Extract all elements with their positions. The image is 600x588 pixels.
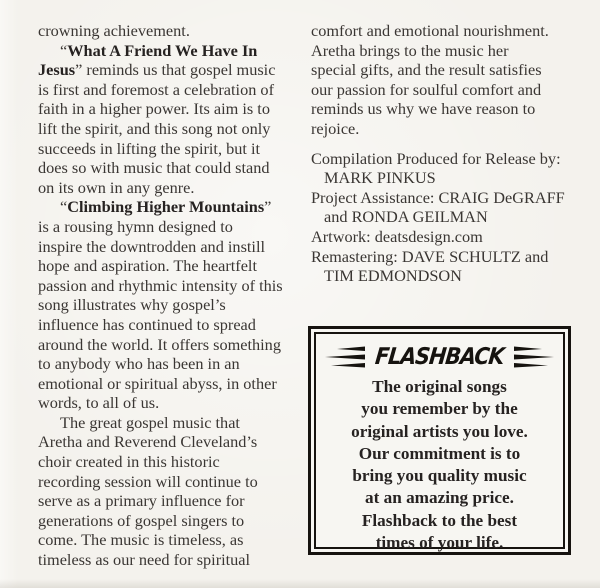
- flashback-logo-text: FLASHBACK: [374, 343, 506, 370]
- body-text: is first and foremost a celebration of: [38, 79, 274, 99]
- text-line: [38, 511, 300, 531]
- text-line: [311, 41, 583, 61]
- text-line: [311, 168, 583, 188]
- body-text: our passion for soulful comfort and: [311, 79, 542, 99]
- body-text: choir created in this historic: [38, 452, 220, 472]
- body-text: inspire the downtrodden and instill: [38, 236, 265, 256]
- body-text: faith in a higher power. Its aim is to: [38, 99, 270, 119]
- text-line: [316, 421, 563, 443]
- text-line: [38, 197, 300, 217]
- text-line: [38, 139, 300, 159]
- text-line: [38, 374, 300, 394]
- body-text: come. The music is timeless, as: [38, 530, 244, 550]
- body-text: crowning achievement.: [38, 21, 190, 40]
- left-column: [38, 21, 300, 570]
- speed-lines-right-icon: [514, 345, 556, 369]
- text-line: [38, 550, 300, 570]
- body-text: words, to all of us.: [38, 393, 160, 413]
- body-text: “: [60, 40, 68, 60]
- body-text: is a rousing hymn designed to: [38, 216, 233, 236]
- body-text: Our commitment is to: [358, 443, 521, 463]
- text-line: [38, 354, 300, 374]
- body-text: special gifts, and the result satisfies: [311, 60, 542, 80]
- body-text: on its own in any genre.: [38, 177, 195, 197]
- text-line: [311, 60, 583, 80]
- text-line: [316, 487, 563, 509]
- text-line: [38, 119, 300, 139]
- text-line: [38, 295, 300, 315]
- body-text: The original songs: [372, 377, 507, 396]
- body-text: lift the spirit, and this song not only: [38, 118, 271, 138]
- text-line: [38, 491, 300, 511]
- text-line: [38, 256, 300, 276]
- body-text: Compilation Produced for Release by:: [311, 148, 561, 168]
- body-text: ”: [264, 197, 272, 217]
- text-line: [311, 247, 583, 267]
- body-text: and RONDA GEILMAN: [324, 207, 488, 227]
- body-text: comfort and emotional nourishment.: [311, 21, 549, 40]
- text-line: [316, 465, 563, 487]
- body-text: influence has continued to spread: [38, 314, 256, 334]
- text-line: [38, 237, 300, 257]
- body-text: you remember by the: [361, 399, 518, 419]
- text-line: [311, 99, 583, 119]
- text-line: [316, 510, 563, 532]
- body-text: TIM EDMONDSON: [324, 266, 462, 286]
- speed-lines-left-icon: [323, 345, 365, 369]
- right-column: [311, 21, 583, 286]
- text-line: [38, 21, 300, 41]
- body-text: does so with music that could stand: [38, 158, 270, 178]
- text-line: [38, 393, 300, 413]
- text-line: [316, 376, 563, 398]
- body-text: bring you quality music: [352, 466, 527, 486]
- text-line: [38, 178, 300, 198]
- text-line: [316, 532, 563, 554]
- body-text: recording session will continue to: [38, 471, 258, 491]
- body-text: ” reminds us that gospel music: [75, 60, 276, 80]
- text-line: [311, 188, 583, 208]
- credits-block: [311, 149, 583, 286]
- song-title-text: Climbing Higher Mountains: [67, 197, 265, 217]
- text-line: [311, 207, 583, 227]
- song-title-text: What A Friend We Have In: [67, 40, 258, 60]
- body-text: Remastering: DAVE SCHULTZ and: [311, 246, 549, 266]
- right-column-body: [311, 21, 583, 139]
- text-line: [38, 80, 300, 100]
- flashback-box: [308, 326, 571, 555]
- text-line: [38, 41, 300, 61]
- text-line: [38, 315, 300, 335]
- text-line: [38, 432, 300, 452]
- text-line: [311, 80, 583, 100]
- text-line: [38, 217, 300, 237]
- flashback-tagline: [316, 376, 563, 554]
- text-line: [38, 276, 300, 296]
- body-text: song illustrates why gospel’s: [38, 295, 226, 315]
- body-text: Flashback to the best: [361, 510, 518, 530]
- song-title-text: Jesus: [38, 60, 76, 80]
- body-text: MARK PINKUS: [324, 168, 436, 188]
- body-text: around the world. It offers something: [38, 334, 281, 354]
- body-text: timeless as our need for spiritual: [38, 550, 251, 570]
- body-text: succeeds in lifting the spirit, but it: [38, 138, 261, 158]
- text-line: [316, 443, 563, 465]
- text-line: [38, 60, 300, 80]
- body-text: Aretha brings to the music her: [311, 40, 509, 60]
- text-line: [311, 266, 583, 286]
- body-text: passion and rhythmic intensity of this: [38, 275, 283, 295]
- body-text: Aretha and Reverend Cleveland’s: [38, 432, 258, 452]
- text-line: [38, 335, 300, 355]
- body-text: Project Assistance: CRAIG DeGRAFF: [311, 187, 565, 207]
- body-text: hope and aspiration. The heartfelt: [38, 256, 257, 276]
- body-text: at an amazing price.: [365, 488, 514, 508]
- body-text: times of your life.: [375, 533, 504, 553]
- body-text: rejoice.: [311, 118, 360, 138]
- text-line: [311, 119, 583, 139]
- body-text: The great gospel music that: [60, 412, 240, 432]
- body-text: emotional or spiritual abyss, in other: [38, 373, 277, 393]
- text-line: [38, 158, 300, 178]
- text-line: [311, 21, 583, 41]
- paragraph-gap: [311, 139, 583, 149]
- body-text: to anybody who has been in an: [38, 354, 240, 374]
- body-text: original artists you love.: [351, 421, 528, 441]
- text-line: [38, 99, 300, 119]
- body-text: “: [60, 197, 68, 217]
- text-line: [311, 227, 583, 247]
- body-text: generations of gospel singers to: [38, 510, 245, 530]
- flashback-box-inner-border: [314, 332, 565, 553]
- text-line: [316, 398, 563, 420]
- text-line: [38, 530, 300, 550]
- body-text: reminds us why we have reason to: [311, 99, 536, 119]
- body-text: serve as a primary influence for: [38, 491, 245, 511]
- flashback-logo: [316, 345, 563, 369]
- text-line: [38, 413, 300, 433]
- text-line: [311, 149, 583, 169]
- text-line: [38, 452, 300, 472]
- text-line: [38, 472, 300, 492]
- body-text: Artwork: deatsdesign.com: [311, 226, 483, 246]
